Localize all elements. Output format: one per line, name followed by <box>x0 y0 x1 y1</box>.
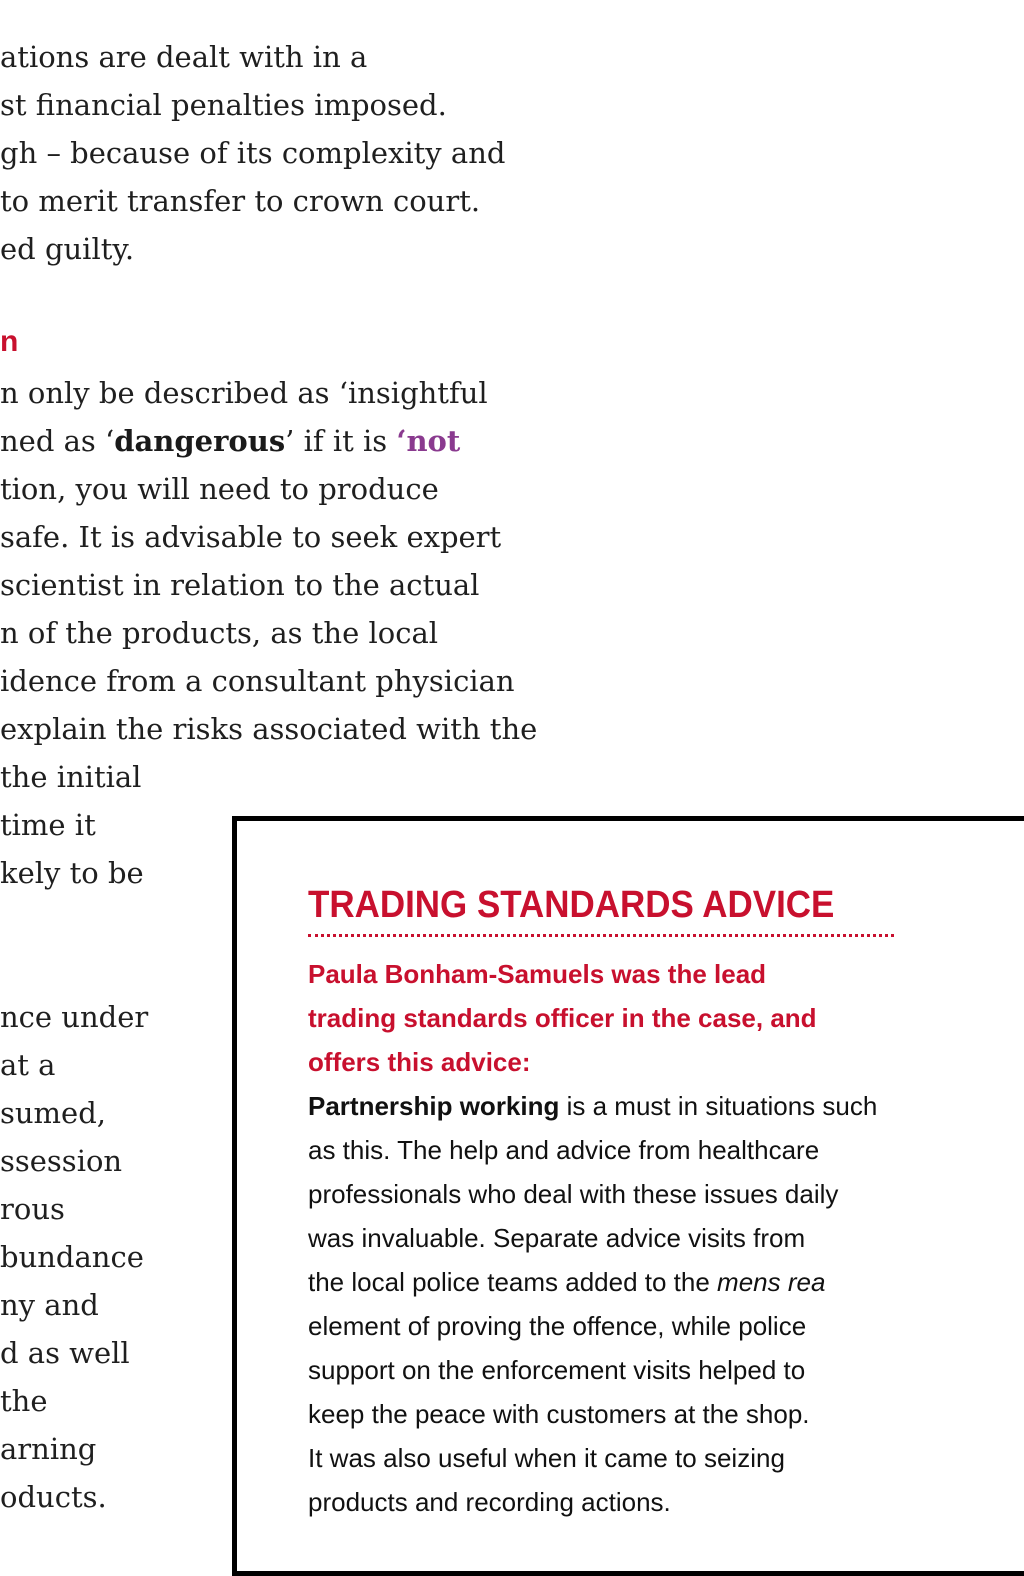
article-line: idence from a consultant physician <box>0 664 515 698</box>
article-line: arning <box>0 1432 97 1466</box>
advice-body-line: keep the peace with customers at the shop. <box>308 1399 810 1429</box>
bold-term: dangerous <box>114 424 286 458</box>
article-line: ations are dealt with in a <box>0 40 368 74</box>
advice-title: TRADING STANDARDS ADVICE <box>308 884 835 926</box>
article-line: tion, you will need to produce <box>0 472 439 506</box>
article-line: ny and <box>0 1288 99 1322</box>
article-line: st financial penalties imposed. <box>0 88 447 122</box>
advice-body-line: was invaluable. Separate advice visits from <box>308 1223 806 1253</box>
article-line: kely to be <box>0 856 144 890</box>
dotted-divider <box>308 934 894 937</box>
highlight-term: ‘not <box>396 424 461 458</box>
advice-body-line: It was also useful when it came to seizing <box>308 1443 785 1473</box>
advice-body-line: support on the enforcement visits helped to <box>308 1355 806 1385</box>
advice-body-line: as this. The help and advice from healthcare <box>308 1135 820 1165</box>
article-line: to merit transfer to crown court. <box>0 184 481 218</box>
text-span: is a must in situations such <box>559 1091 878 1121</box>
article-line: gh – because of its complexity and <box>0 136 506 170</box>
italic-term: mens rea <box>717 1267 826 1297</box>
advice-intro-line: offers this advice: <box>308 1047 531 1077</box>
article-line: nce under <box>0 1000 149 1034</box>
article-line: ed guilty. <box>0 232 135 266</box>
advice-body-line <box>308 1084 877 1128</box>
article-line: at a <box>0 1048 56 1082</box>
article-line: bundance <box>0 1240 144 1274</box>
advice-intro-line: trading standards officer in the case, and <box>308 1003 817 1033</box>
advice-body-line: products and recording actions. <box>308 1487 671 1517</box>
article-line: explain the risks associated with the <box>0 712 538 746</box>
article-line: sumed, <box>0 1096 107 1130</box>
article-line: the initial <box>0 760 142 794</box>
article-line: n only be described as ‘insightful <box>0 376 488 410</box>
article-line: n of the products, as the local <box>0 616 439 650</box>
text-span: ’ if it is <box>285 424 397 458</box>
article-line: scientist in relation to the actual <box>0 568 480 602</box>
text-span: the local police teams added to the <box>308 1267 718 1297</box>
article-line: safe. It is advisable to seek expert <box>0 520 502 554</box>
advice-intro-line: Paula Bonham-Samuels was the lead <box>308 959 767 989</box>
section-heading: n <box>0 325 19 358</box>
advice-body-line <box>308 1260 825 1304</box>
article-line: time it <box>0 808 96 842</box>
advice-body-line: element of proving the offence, while police <box>308 1311 807 1341</box>
article-line: oducts. <box>0 1480 107 1514</box>
article-line-emphasis <box>0 417 460 465</box>
article-line: the <box>0 1384 48 1418</box>
bold-lead: Partnership working <box>308 1091 560 1121</box>
article-line: rous <box>0 1192 65 1226</box>
text-span: ned as ‘ <box>0 424 115 458</box>
article-line: ssession <box>0 1144 123 1178</box>
article-line: d as well <box>0 1336 130 1370</box>
advice-body-line: professionals who deal with these issues daily <box>308 1179 839 1209</box>
